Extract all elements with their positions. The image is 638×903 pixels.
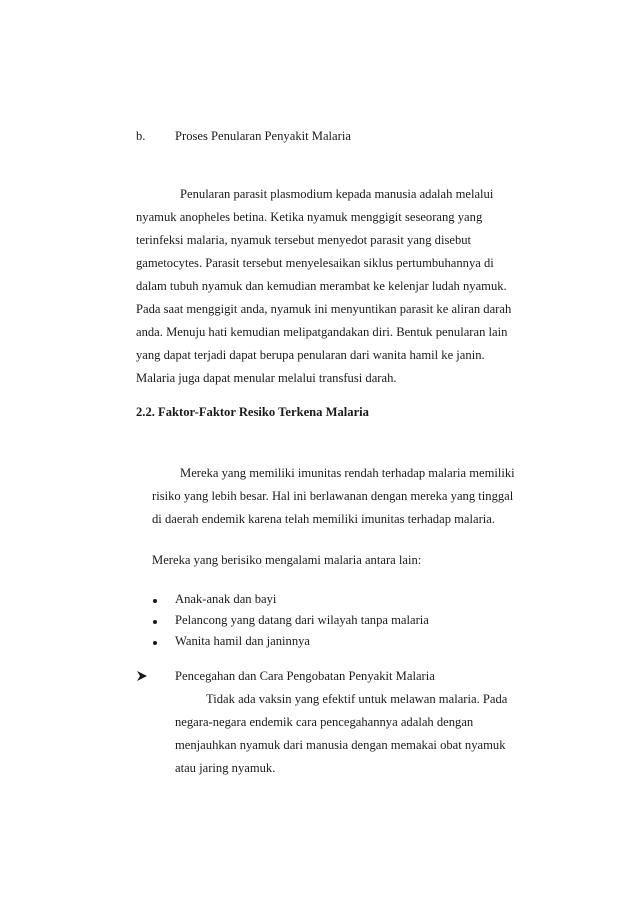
paragraph-line: terinfeksi malaria, nyamuk tersebut menyedot parasit yang disebut (136, 233, 472, 247)
paragraph-line: Penularan parasit plasmodium kepada manusia adalah melalui (180, 187, 494, 201)
bullet-dot-icon (153, 641, 157, 645)
list-item-label: Pelancong yang datang dari wilayah tanpa malaria (175, 613, 429, 627)
paragraph-line: Pada saat menggigit anda, nyamuk ini menyuntikan parasit ke aliran darah (136, 302, 512, 316)
arrow-bullet-icon (136, 670, 148, 682)
list-item-label: Wanita hamil dan janinnya (175, 634, 311, 648)
paragraph-line: dalam tubuh nyamuk dan kemudian merambat ke kelenjar ludah nyamuk. (136, 279, 507, 293)
paragraph-line: yang dapat terjadi dapat berupa penularan dari wanita hamil ke janin. (136, 348, 485, 362)
paragraph-line: gametocytes. Parasit tersebut menyelesaikan siklus pertumbuhannya di (136, 256, 494, 270)
paragraph-line: Mereka yang memiliki imunitas rendah terhadap malaria memiliki (180, 466, 515, 480)
section-22-heading: 2.2. Faktor-Faktor Resiko Terkena Malaria (136, 405, 369, 419)
paragraph-line: anda. Menuju hati kemudian melipatgandakan diri. Bentuk penularan lain (136, 325, 508, 339)
prevention-heading: Pencegahan dan Cara Pengobatan Penyakit Malaria (175, 669, 435, 683)
paragraph-line: di daerah endemik karena telah memiliki imunitas terhadap malaria. (152, 512, 496, 526)
bullet-dot-icon (153, 599, 157, 603)
section-b-heading: Proses Penularan Penyakit Malaria (175, 129, 351, 143)
paragraph-line: negara-negara endemik cara pencegahannya adalah dengan (175, 715, 474, 729)
list-intro: Mereka yang berisiko mengalami malaria antara lain: (152, 553, 422, 567)
paragraph-line: Malaria juga dapat menular melalui transfusi darah. (136, 371, 397, 385)
paragraph-line: nyamuk anopheles betina. Ketika nyamuk menggigit seseorang yang (136, 210, 483, 224)
paragraph-line: atau jaring nyamuk. (175, 761, 276, 775)
paragraph-line: Tidak ada vaksin yang efektif untuk melawan malaria. Pada (206, 692, 508, 706)
paragraph-line: menjauhkan nyamuk dari manusia dengan memakai obat nyamuk (175, 738, 506, 752)
section-b-marker: b. (136, 129, 146, 143)
list-item-label: Anak-anak dan bayi (175, 592, 277, 606)
paragraph-line: risiko yang lebih besar. Hal ini berlawanan dengan mereka yang tinggal (152, 489, 514, 503)
bullet-dot-icon (153, 620, 157, 624)
